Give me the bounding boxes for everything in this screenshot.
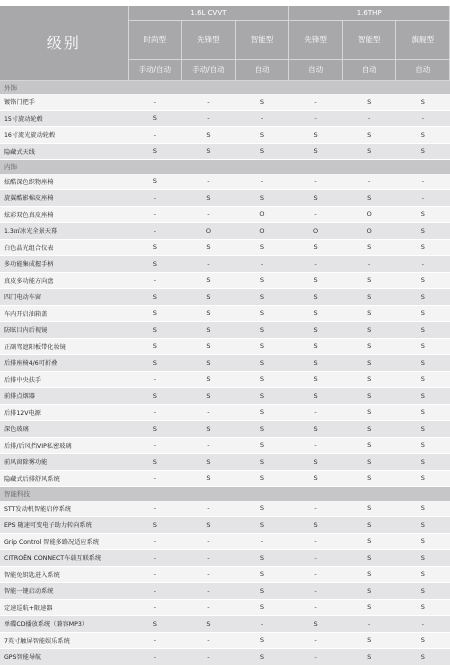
feature-value: - bbox=[128, 127, 182, 144]
feature-value: S bbox=[342, 583, 396, 600]
feature-value: S bbox=[289, 127, 343, 144]
feature-value: S bbox=[235, 143, 289, 160]
feature-value: O bbox=[182, 223, 236, 240]
feature-value: - bbox=[182, 583, 236, 600]
feature-value: - bbox=[128, 501, 182, 517]
table-row bbox=[0, 110, 450, 127]
feature-value: S bbox=[396, 501, 450, 517]
feature-value: S bbox=[396, 322, 450, 339]
trim-header: 时尚型 bbox=[128, 20, 182, 59]
feature-name: 单碟CD播放系统（兼容MP3） bbox=[0, 616, 128, 633]
feature-value: S bbox=[342, 517, 396, 534]
feature-value: O bbox=[235, 223, 289, 240]
feature-value: S bbox=[342, 437, 396, 454]
feature-value: - bbox=[235, 110, 289, 127]
feature-value: - bbox=[182, 437, 236, 454]
transmission-header: 自动 bbox=[289, 59, 343, 80]
feature-value: - bbox=[396, 110, 450, 127]
feature-value: S bbox=[342, 322, 396, 339]
engine-header-cvvt: 1.6L CVVT bbox=[128, 6, 289, 20]
feature-value: S bbox=[235, 437, 289, 454]
feature-value: S bbox=[235, 338, 289, 355]
feature-value: - bbox=[128, 566, 182, 583]
feature-value: S bbox=[396, 404, 450, 421]
table-row bbox=[0, 649, 450, 666]
feature-value: S bbox=[289, 421, 343, 438]
feature-name: Grip Control 智能多路况适应系统 bbox=[0, 533, 128, 550]
feature-value: S bbox=[396, 305, 450, 322]
table-row bbox=[0, 421, 450, 438]
table-row bbox=[0, 599, 450, 616]
feature-name: 白色晶光组合仪表 bbox=[0, 239, 128, 256]
feature-value: - bbox=[128, 533, 182, 550]
feature-value: S bbox=[342, 239, 396, 256]
feature-value: S bbox=[128, 421, 182, 438]
table-row bbox=[0, 550, 450, 567]
feature-value: S bbox=[342, 404, 396, 421]
feature-value: S bbox=[182, 127, 236, 144]
feature-name: 智能免钥匙进入系统 bbox=[0, 566, 128, 583]
feature-value: S bbox=[289, 305, 343, 322]
feature-value: O bbox=[289, 223, 343, 240]
feature-value: S bbox=[396, 632, 450, 649]
feature-value: - bbox=[182, 550, 236, 567]
feature-value: S bbox=[182, 616, 236, 633]
section-header-row bbox=[0, 160, 450, 174]
feature-value: S bbox=[235, 371, 289, 388]
feature-value: - bbox=[182, 501, 236, 517]
feature-value: - bbox=[128, 371, 182, 388]
table-row bbox=[0, 454, 450, 471]
feature-name: 15寸旋动轮毂 bbox=[0, 110, 128, 127]
feature-value: S bbox=[289, 454, 343, 471]
feature-name: 智能一键启动系统 bbox=[0, 583, 128, 600]
trim-header: 旗舰型 bbox=[396, 20, 450, 59]
feature-value: S bbox=[396, 371, 450, 388]
feature-name: GPS智能导航 bbox=[0, 649, 128, 666]
table-header bbox=[0, 6, 450, 80]
feature-value: S bbox=[342, 632, 396, 649]
feature-value: S bbox=[235, 305, 289, 322]
feature-value: S bbox=[396, 533, 450, 550]
table-row bbox=[0, 272, 450, 289]
table-row bbox=[0, 388, 450, 405]
feature-value: S bbox=[342, 355, 396, 372]
feature-value: S bbox=[396, 421, 450, 438]
feature-value: - bbox=[396, 174, 450, 190]
feature-value: S bbox=[396, 599, 450, 616]
feature-name: 后排/后风挡VIP私密玻璃 bbox=[0, 437, 128, 454]
feature-value: - bbox=[289, 94, 343, 110]
feature-value: - bbox=[289, 404, 343, 421]
feature-value: S bbox=[396, 566, 450, 583]
feature-value: S bbox=[342, 599, 396, 616]
feature-value: S bbox=[396, 583, 450, 600]
feature-value: S bbox=[235, 583, 289, 600]
feature-name: 定速巡航+限速器 bbox=[0, 599, 128, 616]
feature-value: S bbox=[235, 404, 289, 421]
feature-name: EPS 随速可变电子助力转向系统 bbox=[0, 517, 128, 534]
table-row bbox=[0, 404, 450, 421]
feature-value: S bbox=[235, 501, 289, 517]
feature-value: - bbox=[128, 632, 182, 649]
feature-value: S bbox=[235, 272, 289, 289]
feature-value: S bbox=[235, 550, 289, 567]
feature-value: S bbox=[289, 355, 343, 372]
feature-value: - bbox=[128, 272, 182, 289]
feature-value: S bbox=[396, 470, 450, 487]
table-row bbox=[0, 305, 450, 322]
feature-value: S bbox=[289, 239, 343, 256]
feature-value: - bbox=[396, 616, 450, 633]
feature-value: S bbox=[396, 127, 450, 144]
feature-value: S bbox=[342, 533, 396, 550]
feature-value: S bbox=[128, 355, 182, 372]
engine-header-thp: 1.6THP bbox=[289, 6, 450, 20]
feature-value: - bbox=[342, 174, 396, 190]
table-row bbox=[0, 616, 450, 633]
transmission-header: 手动/自动 bbox=[182, 59, 236, 80]
feature-value: S bbox=[289, 616, 343, 633]
table-row bbox=[0, 94, 450, 110]
section-title: 智能科技 bbox=[0, 487, 450, 501]
feature-value: - bbox=[289, 599, 343, 616]
feature-value: - bbox=[128, 437, 182, 454]
feature-value: O bbox=[342, 223, 396, 240]
feature-value: - bbox=[128, 190, 182, 207]
feature-value: - bbox=[289, 583, 343, 600]
feature-value: S bbox=[182, 239, 236, 256]
feature-value: S bbox=[235, 517, 289, 534]
feature-value: - bbox=[182, 110, 236, 127]
feature-value: S bbox=[128, 143, 182, 160]
feature-value: S bbox=[342, 272, 396, 289]
feature-value: S bbox=[128, 256, 182, 273]
feature-value: - bbox=[289, 566, 343, 583]
feature-value: - bbox=[289, 632, 343, 649]
feature-value: - bbox=[342, 256, 396, 273]
table-row bbox=[0, 174, 450, 190]
feature-value: S bbox=[235, 289, 289, 306]
feature-value: - bbox=[182, 256, 236, 273]
table-row bbox=[0, 583, 450, 600]
table-row bbox=[0, 206, 450, 223]
table-row bbox=[0, 470, 450, 487]
feature-name: 真皮多功能方向盘 bbox=[0, 272, 128, 289]
feature-value: - bbox=[128, 583, 182, 600]
section-title: 内饰 bbox=[0, 160, 450, 174]
trim-header: 智能型 bbox=[342, 20, 396, 59]
feature-value: - bbox=[182, 566, 236, 583]
feature-value: S bbox=[342, 470, 396, 487]
feature-name: 隐藏式后排舒风系统 bbox=[0, 470, 128, 487]
table-row bbox=[0, 190, 450, 207]
feature-name: 四门电动车窗 bbox=[0, 289, 128, 306]
feature-value: S bbox=[342, 501, 396, 517]
feature-value: S bbox=[289, 371, 343, 388]
transmission-header: 自动 bbox=[235, 59, 289, 80]
feature-value: S bbox=[289, 322, 343, 339]
feature-name: 后排中央扶手 bbox=[0, 371, 128, 388]
table-row bbox=[0, 338, 450, 355]
feature-value: - bbox=[128, 470, 182, 487]
feature-value: S bbox=[182, 190, 236, 207]
feature-value: S bbox=[342, 454, 396, 471]
feature-value: S bbox=[182, 371, 236, 388]
feature-value: S bbox=[342, 127, 396, 144]
feature-value: - bbox=[182, 404, 236, 421]
feature-value: S bbox=[396, 272, 450, 289]
feature-value: S bbox=[235, 421, 289, 438]
feature-value: - bbox=[235, 533, 289, 550]
feature-value: S bbox=[289, 338, 343, 355]
table-row bbox=[0, 239, 450, 256]
feature-value: - bbox=[342, 110, 396, 127]
feature-value: S bbox=[289, 190, 343, 207]
feature-value: S bbox=[128, 174, 182, 190]
feature-value: - bbox=[128, 404, 182, 421]
feature-value: S bbox=[396, 517, 450, 534]
feature-value: - bbox=[235, 174, 289, 190]
table-row bbox=[0, 437, 450, 454]
feature-value: S bbox=[235, 94, 289, 110]
section-title: 外饰 bbox=[0, 80, 450, 94]
feature-value: S bbox=[128, 305, 182, 322]
feature-value: - bbox=[128, 94, 182, 110]
feature-name: 镀铬门把手 bbox=[0, 94, 128, 110]
feature-value: - bbox=[289, 256, 343, 273]
table-row bbox=[0, 289, 450, 306]
feature-value: - bbox=[128, 599, 182, 616]
feature-value: S bbox=[182, 517, 236, 534]
feature-value: - bbox=[182, 599, 236, 616]
feature-value: - bbox=[182, 649, 236, 666]
feature-value: S bbox=[182, 388, 236, 405]
feature-value: S bbox=[342, 388, 396, 405]
feature-value: S bbox=[128, 110, 182, 127]
feature-value: S bbox=[396, 355, 450, 372]
feature-value: S bbox=[235, 239, 289, 256]
table-row bbox=[0, 143, 450, 160]
feature-name: 隐藏式天线 bbox=[0, 143, 128, 160]
table-row bbox=[0, 533, 450, 550]
feature-value: S bbox=[342, 421, 396, 438]
feature-name: 防眩目内后视镜 bbox=[0, 322, 128, 339]
feature-value: S bbox=[342, 371, 396, 388]
feature-value: - bbox=[128, 649, 182, 666]
feature-name: 炫彩双色真皮座椅 bbox=[0, 206, 128, 223]
feature-value: S bbox=[342, 305, 396, 322]
feature-value: S bbox=[396, 437, 450, 454]
feature-value: S bbox=[128, 239, 182, 256]
table-row bbox=[0, 517, 450, 534]
feature-name: 车内开启油箱盖 bbox=[0, 305, 128, 322]
trim-header: 先锋型 bbox=[182, 20, 236, 59]
feature-value: S bbox=[289, 517, 343, 534]
feature-name: 正副驾遮阳板带化妆镜 bbox=[0, 338, 128, 355]
feature-value: S bbox=[182, 305, 236, 322]
feature-value: S bbox=[342, 338, 396, 355]
feature-value: S bbox=[396, 649, 450, 666]
feature-name: 前排点烟器 bbox=[0, 388, 128, 405]
feature-name: 1.3㎡冰光全景天幕 bbox=[0, 223, 128, 240]
feature-value: S bbox=[235, 322, 289, 339]
feature-value: S bbox=[182, 143, 236, 160]
feature-value: S bbox=[289, 143, 343, 160]
transmission-header: 手动/自动 bbox=[128, 59, 182, 80]
table-row bbox=[0, 256, 450, 273]
feature-value: - bbox=[128, 206, 182, 223]
feature-value: - bbox=[182, 94, 236, 110]
feature-value: S bbox=[235, 632, 289, 649]
feature-value: S bbox=[182, 454, 236, 471]
feature-value: - bbox=[289, 174, 343, 190]
feature-value: S bbox=[235, 454, 289, 471]
feature-value: S bbox=[128, 616, 182, 633]
feature-value: S bbox=[342, 190, 396, 207]
feature-name: 后排座椅4/6可折叠 bbox=[0, 355, 128, 372]
table-row bbox=[0, 501, 450, 517]
feature-value: S bbox=[182, 289, 236, 306]
feature-value: - bbox=[289, 501, 343, 517]
feature-value: S bbox=[396, 338, 450, 355]
table-body bbox=[0, 80, 450, 665]
transmission-header: 自动 bbox=[342, 59, 396, 80]
feature-name: 炫酷深色织物座椅 bbox=[0, 174, 128, 190]
feature-name: 深色玻璃 bbox=[0, 421, 128, 438]
feature-value: O bbox=[342, 206, 396, 223]
feature-value: - bbox=[289, 437, 343, 454]
feature-value: - bbox=[182, 174, 236, 190]
feature-value: O bbox=[235, 206, 289, 223]
feature-name: 前风窗除雾功能 bbox=[0, 454, 128, 471]
feature-value: S bbox=[235, 190, 289, 207]
feature-value: - bbox=[342, 616, 396, 633]
transmission-header: 自动 bbox=[396, 59, 450, 80]
section-header-row bbox=[0, 487, 450, 501]
feature-value: S bbox=[182, 355, 236, 372]
feature-value: S bbox=[396, 289, 450, 306]
feature-value: S bbox=[289, 272, 343, 289]
feature-value: S bbox=[396, 239, 450, 256]
feature-value: - bbox=[182, 632, 236, 649]
feature-name: 旋翼酷影棉皮座椅 bbox=[0, 190, 128, 207]
feature-value: S bbox=[182, 272, 236, 289]
feature-value: S bbox=[235, 599, 289, 616]
feature-value: S bbox=[128, 322, 182, 339]
feature-value: S bbox=[235, 566, 289, 583]
feature-value: S bbox=[342, 143, 396, 160]
feature-value: - bbox=[235, 256, 289, 273]
feature-value: - bbox=[235, 616, 289, 633]
feature-value: S bbox=[342, 550, 396, 567]
feature-name: 16寸流光旋动轮毂 bbox=[0, 127, 128, 144]
feature-value: - bbox=[182, 533, 236, 550]
feature-value: S bbox=[396, 143, 450, 160]
feature-value: - bbox=[289, 649, 343, 666]
trim-header: 先锋型 bbox=[289, 20, 343, 59]
feature-value: S bbox=[128, 517, 182, 534]
feature-value: S bbox=[128, 289, 182, 306]
feature-value: - bbox=[289, 550, 343, 567]
feature-value: S bbox=[396, 94, 450, 110]
feature-value: S bbox=[235, 355, 289, 372]
feature-value: S bbox=[235, 470, 289, 487]
feature-value: S bbox=[289, 388, 343, 405]
feature-name: CITROËN CONNECT车载互联系统 bbox=[0, 550, 128, 567]
feature-value: S bbox=[128, 454, 182, 471]
feature-name: 7英寸触屏智能娱乐系统 bbox=[0, 632, 128, 649]
feature-name: 多功能集成握手柄 bbox=[0, 256, 128, 273]
feature-name: STT发动机智能启停系统 bbox=[0, 501, 128, 517]
feature-value: S bbox=[342, 566, 396, 583]
feature-value: S bbox=[396, 206, 450, 223]
feature-value: S bbox=[342, 94, 396, 110]
feature-value: S bbox=[342, 289, 396, 306]
feature-value: S bbox=[182, 338, 236, 355]
feature-value: S bbox=[342, 649, 396, 666]
table-row bbox=[0, 371, 450, 388]
feature-value: S bbox=[128, 338, 182, 355]
table-row bbox=[0, 127, 450, 144]
feature-value: S bbox=[396, 223, 450, 240]
feature-value: S bbox=[182, 470, 236, 487]
level-header: 级别 bbox=[0, 6, 128, 80]
feature-value: S bbox=[235, 127, 289, 144]
feature-value: S bbox=[182, 421, 236, 438]
feature-value: - bbox=[128, 550, 182, 567]
feature-value: S bbox=[289, 289, 343, 306]
feature-value: S bbox=[396, 550, 450, 567]
feature-value: - bbox=[289, 206, 343, 223]
feature-value: - bbox=[289, 110, 343, 127]
table-row bbox=[0, 355, 450, 372]
table-row bbox=[0, 223, 450, 240]
feature-value: - bbox=[289, 533, 343, 550]
feature-value: - bbox=[396, 256, 450, 273]
feature-name: 后排12V电源 bbox=[0, 404, 128, 421]
table-row bbox=[0, 632, 450, 649]
table-row bbox=[0, 566, 450, 583]
feature-value: S bbox=[235, 388, 289, 405]
feature-value: S bbox=[128, 388, 182, 405]
table-row bbox=[0, 322, 450, 339]
feature-value: S bbox=[396, 388, 450, 405]
section-header-row bbox=[0, 80, 450, 94]
feature-value: - bbox=[182, 206, 236, 223]
trim-header: 智能型 bbox=[235, 20, 289, 59]
spec-table bbox=[0, 6, 450, 666]
feature-value: S bbox=[235, 649, 289, 666]
feature-value: S bbox=[182, 322, 236, 339]
feature-value: - bbox=[396, 190, 450, 207]
feature-value: S bbox=[289, 470, 343, 487]
feature-value: S bbox=[396, 454, 450, 471]
feature-value: - bbox=[128, 223, 182, 240]
